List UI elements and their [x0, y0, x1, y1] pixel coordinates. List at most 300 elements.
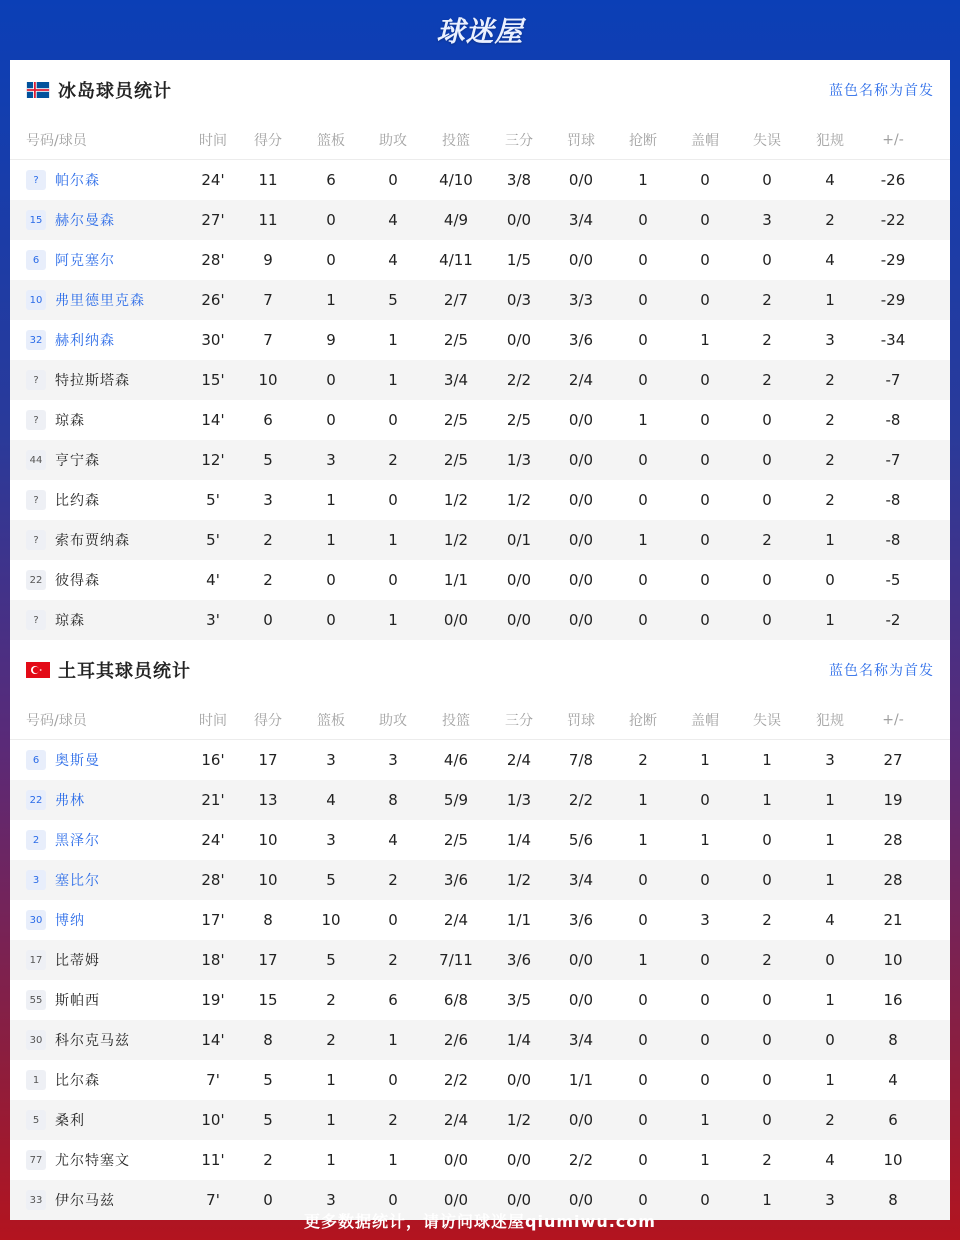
stat-ft: 1/1 — [568, 1071, 594, 1089]
player-cell[interactable] — [10, 290, 190, 310]
stat-ft: 0/0 — [568, 571, 594, 589]
stat-time: 27' — [201, 211, 225, 229]
stat-time: 11' — [201, 1151, 225, 1169]
stat-pm: 8 — [888, 1031, 898, 1049]
stat-ft: 3/6 — [568, 331, 594, 349]
column-header-ft: 罚球 — [567, 132, 595, 149]
stat-blk: 0 — [700, 531, 710, 549]
table-row — [10, 280, 950, 320]
stat-to: 2 — [762, 371, 772, 389]
table-header-row — [10, 120, 950, 160]
stat-stl: 0 — [638, 251, 648, 269]
stat-time: 28' — [201, 251, 225, 269]
stat-pm: 28 — [883, 831, 903, 849]
player-cell[interactable] — [10, 1110, 190, 1130]
stat-fg: 7/11 — [439, 951, 473, 969]
stat-reb: 1 — [326, 491, 336, 509]
stat-pf: 2 — [825, 411, 835, 429]
stat-ast: 0 — [388, 571, 398, 589]
stat-ast: 1 — [388, 371, 398, 389]
stat-three: 1/4 — [506, 831, 532, 849]
stat-three: 0/3 — [506, 291, 532, 309]
team-section — [10, 640, 950, 1220]
stat-pf: 1 — [825, 291, 835, 309]
stat-pm: 16 — [883, 991, 903, 1009]
column-header-blk: 盖帽 — [691, 132, 719, 149]
stat-pf: 2 — [825, 1111, 835, 1129]
stat-pf: 1 — [825, 791, 835, 809]
section-header — [10, 640, 950, 700]
stat-fg: 2/4 — [443, 911, 469, 929]
stat-blk: 0 — [700, 871, 710, 889]
section-header — [10, 60, 950, 120]
stat-three: 3/5 — [506, 991, 532, 1009]
stat-stl: 0 — [638, 1191, 648, 1209]
stat-reb: 0 — [326, 611, 336, 629]
stat-ast: 2 — [388, 951, 398, 969]
column-header-three: 三分 — [505, 712, 533, 729]
column-header-pm: +/- — [882, 131, 904, 148]
stat-reb: 6 — [326, 171, 336, 189]
stat-stl: 0 — [638, 491, 648, 509]
table-row — [10, 740, 950, 780]
stat-pm: 4 — [888, 1071, 898, 1089]
stat-pts: 15 — [258, 991, 278, 1009]
player-cell[interactable] — [10, 830, 190, 850]
stat-ast: 1 — [388, 331, 398, 349]
stat-stl: 0 — [638, 571, 648, 589]
stat-ast: 2 — [388, 871, 398, 889]
table-header-row — [10, 700, 950, 740]
stat-blk: 3 — [700, 911, 710, 929]
stat-fg: 4/6 — [443, 751, 469, 769]
stat-three: 1/3 — [506, 791, 532, 809]
player-name-link[interactable]: 赫利纳森 — [55, 333, 115, 349]
stat-reb: 0 — [326, 411, 336, 429]
stat-to: 0 — [762, 411, 772, 429]
table-row — [10, 860, 950, 900]
player-cell[interactable] — [10, 790, 190, 810]
stat-time: 5' — [206, 491, 220, 509]
stat-three: 1/2 — [506, 1111, 532, 1129]
column-header-pts: 得分 — [254, 132, 282, 149]
stat-pts: 10 — [258, 831, 278, 849]
stat-pts: 7 — [263, 331, 273, 349]
stat-pf: 1 — [825, 831, 835, 849]
column-header-ast: 助攻 — [379, 132, 407, 149]
stat-pts: 8 — [263, 1031, 273, 1049]
stat-pm: 8 — [888, 1191, 898, 1209]
starter-legend-note: 蓝色名称为首发 — [829, 83, 934, 99]
team-section — [10, 60, 950, 640]
stat-stl: 1 — [638, 791, 648, 809]
stat-reb: 0 — [326, 371, 336, 389]
table-row — [10, 440, 950, 480]
stat-pf: 1 — [825, 871, 835, 889]
stat-three: 1/4 — [506, 1031, 532, 1049]
player-cell[interactable] — [10, 250, 190, 270]
stat-ft: 3/6 — [568, 911, 594, 929]
stat-pm: 19 — [883, 791, 903, 809]
table-row — [10, 400, 950, 440]
column-header-pf: 犯规 — [816, 132, 844, 149]
stat-pm: 21 — [883, 911, 903, 929]
stat-stl: 0 — [638, 911, 648, 929]
jersey-number-badge: 32 — [26, 330, 46, 350]
stat-time: 3' — [206, 611, 220, 629]
player-cell[interactable] — [10, 870, 190, 890]
player-name-link[interactable]: 博纳 — [55, 913, 85, 929]
stat-reb: 2 — [326, 991, 336, 1009]
player-cell[interactable] — [10, 910, 190, 930]
player-name-link[interactable]: 尤尔特塞文 — [55, 1153, 130, 1169]
stat-pm: -29 — [880, 251, 906, 269]
column-header-fg: 投篮 — [442, 132, 470, 149]
player-name-link[interactable]: 塞比尔 — [55, 873, 100, 889]
stats-panel — [10, 60, 950, 1209]
stat-to: 2 — [762, 291, 772, 309]
stat-three: 1/2 — [506, 491, 532, 509]
stat-ast: 1 — [388, 1151, 398, 1169]
stat-reb: 1 — [326, 1071, 336, 1089]
stat-to: 0 — [762, 1031, 772, 1049]
stat-pm: -8 — [885, 411, 901, 429]
table-row — [10, 940, 950, 980]
stat-pm: -22 — [880, 211, 906, 229]
table-row — [10, 600, 950, 640]
player-cell[interactable] — [10, 1150, 190, 1170]
stat-time: 17' — [201, 911, 225, 929]
stat-fg: 2/7 — [443, 291, 469, 309]
stat-time: 19' — [201, 991, 225, 1009]
stat-ast: 4 — [388, 211, 398, 229]
stat-fg: 5/9 — [443, 791, 469, 809]
stat-fg: 4/10 — [439, 171, 473, 189]
stat-ft: 0/0 — [568, 451, 594, 469]
stat-three: 0/0 — [506, 1191, 532, 1209]
player-name-link[interactable]: 帕尔森 — [55, 173, 100, 189]
stat-pf: 3 — [825, 751, 835, 769]
player-name-link[interactable]: 亨宁森 — [55, 453, 100, 469]
stat-ft: 0/0 — [568, 411, 594, 429]
stat-time: 21' — [201, 791, 225, 809]
stat-fg: 2/5 — [443, 451, 469, 469]
stat-pts: 17 — [258, 751, 278, 769]
player-name-link[interactable]: 特拉斯塔森 — [55, 373, 130, 389]
stat-pf: 3 — [825, 1191, 835, 1209]
brand-logo: 球迷屋 — [436, 15, 524, 48]
stat-time: 14' — [201, 411, 225, 429]
player-name-link[interactable]: 琼森 — [55, 413, 85, 429]
stat-time: 7' — [206, 1071, 220, 1089]
stat-to: 3 — [762, 211, 772, 229]
player-cell[interactable] — [10, 210, 190, 230]
iceland-flag-icon — [26, 82, 50, 98]
stat-pts: 9 — [263, 251, 273, 269]
player-cell[interactable] — [10, 530, 190, 550]
stat-to: 2 — [762, 1151, 772, 1169]
stat-to: 0 — [762, 611, 772, 629]
stat-reb: 2 — [326, 1031, 336, 1049]
stat-three: 0/0 — [506, 211, 532, 229]
stat-fg: 3/4 — [443, 371, 469, 389]
stat-time: 15' — [201, 371, 225, 389]
stat-stl: 1 — [638, 531, 648, 549]
stat-ast: 1 — [388, 531, 398, 549]
stat-pf: 4 — [825, 911, 835, 929]
player-name-link[interactable]: 斯帕西 — [55, 993, 100, 1009]
stat-time: 24' — [201, 831, 225, 849]
stat-three: 1/3 — [506, 451, 532, 469]
stat-blk: 1 — [700, 1151, 710, 1169]
stat-fg: 3/6 — [443, 871, 469, 889]
jersey-number-badge: ? — [26, 530, 46, 550]
player-name-link[interactable]: 黑泽尔 — [55, 833, 100, 849]
player-cell[interactable] — [10, 450, 190, 470]
stat-blk: 1 — [700, 751, 710, 769]
stat-pts: 10 — [258, 371, 278, 389]
table-row — [10, 900, 950, 940]
stat-ast: 0 — [388, 1191, 398, 1209]
stat-pts: 11 — [258, 171, 278, 189]
stat-reb: 1 — [326, 1151, 336, 1169]
stat-time: 26' — [201, 291, 225, 309]
table-row — [10, 360, 950, 400]
stat-blk: 0 — [700, 611, 710, 629]
column-header-to: 失误 — [753, 132, 781, 149]
stat-ft: 0/0 — [568, 1191, 594, 1209]
stat-pts: 8 — [263, 911, 273, 929]
player-name-link[interactable]: 桑利 — [55, 1113, 85, 1129]
column-header-ft: 罚球 — [567, 712, 595, 729]
stat-stl: 1 — [638, 171, 648, 189]
team-title: 冰岛球员统计 — [58, 81, 172, 102]
player-cell[interactable] — [10, 370, 190, 390]
stat-reb: 5 — [326, 871, 336, 889]
column-header-ast: 助攻 — [379, 712, 407, 729]
stat-pts: 2 — [263, 1151, 273, 1169]
stat-three: 1/2 — [506, 871, 532, 889]
stat-pts: 5 — [263, 1111, 273, 1129]
stat-pm: -8 — [885, 491, 901, 509]
stat-blk: 0 — [700, 291, 710, 309]
stat-pm: -5 — [885, 571, 901, 589]
jersey-number-badge: 10 — [26, 290, 46, 310]
player-name-link[interactable]: 阿克塞尔 — [55, 253, 115, 269]
column-header-time: 时间 — [199, 132, 227, 149]
stat-fg: 0/0 — [443, 611, 469, 629]
stat-pts: 6 — [263, 411, 273, 429]
stat-ast: 1 — [388, 1031, 398, 1049]
stat-blk: 0 — [700, 491, 710, 509]
stat-pm: 6 — [888, 1111, 898, 1129]
stat-stl: 0 — [638, 291, 648, 309]
stat-fg: 1/1 — [443, 571, 469, 589]
player-cell[interactable] — [10, 1070, 190, 1090]
player-name-link[interactable]: 比尔森 — [55, 1073, 100, 1089]
stat-reb: 3 — [326, 751, 336, 769]
player-name-link[interactable]: 比蒂姆 — [55, 953, 100, 969]
stat-stl: 0 — [638, 1151, 648, 1169]
stat-pf: 4 — [825, 1151, 835, 1169]
stat-reb: 1 — [326, 291, 336, 309]
stat-ft: 3/3 — [568, 291, 594, 309]
stat-fg: 2/5 — [443, 331, 469, 349]
stat-three: 2/5 — [506, 411, 532, 429]
stat-ft: 0/0 — [568, 531, 594, 549]
stat-time: 30' — [201, 331, 225, 349]
jersey-number-badge: 1 — [26, 1070, 46, 1090]
player-cell[interactable] — [10, 610, 190, 630]
stat-ft: 0/0 — [568, 991, 594, 1009]
stat-blk: 1 — [700, 1111, 710, 1129]
column-header-time: 时间 — [199, 712, 227, 729]
stat-pf: 0 — [825, 571, 835, 589]
player-name-link[interactable]: 科尔克马兹 — [55, 1033, 130, 1049]
stat-blk: 0 — [700, 171, 710, 189]
table-row — [10, 1060, 950, 1100]
jersey-number-badge: ? — [26, 610, 46, 630]
stat-reb: 0 — [326, 211, 336, 229]
stat-pts: 11 — [258, 211, 278, 229]
stat-ft: 0/0 — [568, 491, 594, 509]
stat-fg: 4/9 — [443, 211, 469, 229]
stat-pm: -26 — [880, 171, 906, 189]
stat-fg: 0/0 — [443, 1191, 469, 1209]
stat-blk: 1 — [700, 331, 710, 349]
stat-pts: 17 — [258, 951, 278, 969]
stat-three: 2/2 — [506, 371, 532, 389]
stat-time: 7' — [206, 1191, 220, 1209]
stat-to: 0 — [762, 831, 772, 849]
stat-pm: -8 — [885, 531, 901, 549]
column-header-pf: 犯规 — [816, 712, 844, 729]
stat-to: 0 — [762, 491, 772, 509]
column-header-reb: 篮板 — [317, 712, 345, 729]
column-header-fg: 投篮 — [442, 712, 470, 729]
team-title: 土耳其球员统计 — [58, 661, 191, 682]
table-row — [10, 240, 950, 280]
player-name-link[interactable]: 赫尔曼森 — [55, 213, 115, 229]
stat-ft: 5/6 — [568, 831, 594, 849]
stat-time: 14' — [201, 1031, 225, 1049]
player-cell[interactable] — [10, 990, 190, 1010]
stat-stl: 0 — [638, 451, 648, 469]
stat-ft: 3/4 — [568, 211, 594, 229]
player-name-link[interactable]: 奥斯曼 — [55, 753, 100, 769]
stat-stl: 0 — [638, 1031, 648, 1049]
jersey-number-badge: 77 — [26, 1150, 46, 1170]
stat-pts: 13 — [258, 791, 278, 809]
footer-banner[interactable]: 更多数据统计，请访问球迷屋qiumiwu.com — [304, 1211, 656, 1231]
stat-three: 2/4 — [506, 751, 532, 769]
stat-time: 10' — [201, 1111, 225, 1129]
stat-pf: 0 — [825, 951, 835, 969]
player-cell[interactable] — [10, 1030, 190, 1050]
table-row — [10, 980, 950, 1020]
stat-to: 0 — [762, 871, 772, 889]
turkey-flag-icon — [26, 662, 50, 678]
player-cell[interactable] — [10, 570, 190, 590]
jersey-number-badge: ? — [26, 370, 46, 390]
stat-pm: -29 — [880, 291, 906, 309]
player-name-link[interactable]: 索布贾纳森 — [55, 533, 130, 549]
table-row — [10, 820, 950, 860]
stat-ft: 7/8 — [568, 751, 594, 769]
jersey-number-badge: 3 — [26, 870, 46, 890]
column-header-pts: 得分 — [254, 712, 282, 729]
player-cell[interactable] — [10, 490, 190, 510]
stat-fg: 1/2 — [443, 491, 469, 509]
player-cell[interactable] — [10, 950, 190, 970]
stat-stl: 0 — [638, 1071, 648, 1089]
stat-stl: 0 — [638, 331, 648, 349]
stat-blk: 0 — [700, 1031, 710, 1049]
stat-to: 0 — [762, 991, 772, 1009]
stat-ast: 6 — [388, 991, 398, 1009]
jersey-number-badge: 22 — [26, 570, 46, 590]
stat-ast: 2 — [388, 1111, 398, 1129]
stat-blk: 0 — [700, 251, 710, 269]
player-name-link[interactable]: 弗里德里克森 — [55, 293, 145, 309]
stat-fg: 2/4 — [443, 1111, 469, 1129]
player-cell[interactable] — [10, 330, 190, 350]
player-cell[interactable] — [10, 170, 190, 190]
stat-ft: 3/4 — [568, 871, 594, 889]
stat-pf: 1 — [825, 1071, 835, 1089]
column-header-player: 号码/球员 — [26, 712, 87, 729]
stat-pm: 10 — [883, 951, 903, 969]
stat-reb: 4 — [326, 791, 336, 809]
stat-three: 1/1 — [506, 911, 532, 929]
stat-time: 4' — [206, 571, 220, 589]
stat-blk: 0 — [700, 1191, 710, 1209]
player-name-link[interactable]: 比约森 — [55, 493, 100, 509]
stat-ft: 0/0 — [568, 251, 594, 269]
player-name-link[interactable]: 琼森 — [55, 613, 85, 629]
stat-blk: 0 — [700, 951, 710, 969]
stat-to: 2 — [762, 911, 772, 929]
stat-to: 1 — [762, 1191, 772, 1209]
stat-reb: 10 — [321, 911, 341, 929]
stat-reb: 1 — [326, 531, 336, 549]
player-cell[interactable] — [10, 750, 190, 770]
stat-ast: 0 — [388, 411, 398, 429]
stat-reb: 0 — [326, 251, 336, 269]
stat-ft: 0/0 — [568, 611, 594, 629]
player-name-link[interactable]: 弗林 — [55, 793, 85, 809]
stat-blk: 0 — [700, 211, 710, 229]
stat-three: 0/1 — [506, 531, 532, 549]
stat-pf: 4 — [825, 171, 835, 189]
stat-pf: 2 — [825, 211, 835, 229]
player-cell[interactable] — [10, 410, 190, 430]
stat-ast: 5 — [388, 291, 398, 309]
stat-reb: 3 — [326, 451, 336, 469]
stat-blk: 0 — [700, 451, 710, 469]
stat-reb: 1 — [326, 1111, 336, 1129]
stat-ast: 0 — [388, 911, 398, 929]
column-header-stl: 抢断 — [629, 132, 657, 149]
stat-pm: -2 — [885, 611, 901, 629]
stat-pf: 1 — [825, 991, 835, 1009]
table-row — [10, 200, 950, 240]
stat-to: 2 — [762, 951, 772, 969]
column-header-three: 三分 — [505, 132, 533, 149]
player-name-link[interactable]: 彼得森 — [55, 573, 100, 589]
player-name-link[interactable]: 伊尔马兹 — [55, 1193, 115, 1209]
stat-three: 3/8 — [506, 171, 532, 189]
